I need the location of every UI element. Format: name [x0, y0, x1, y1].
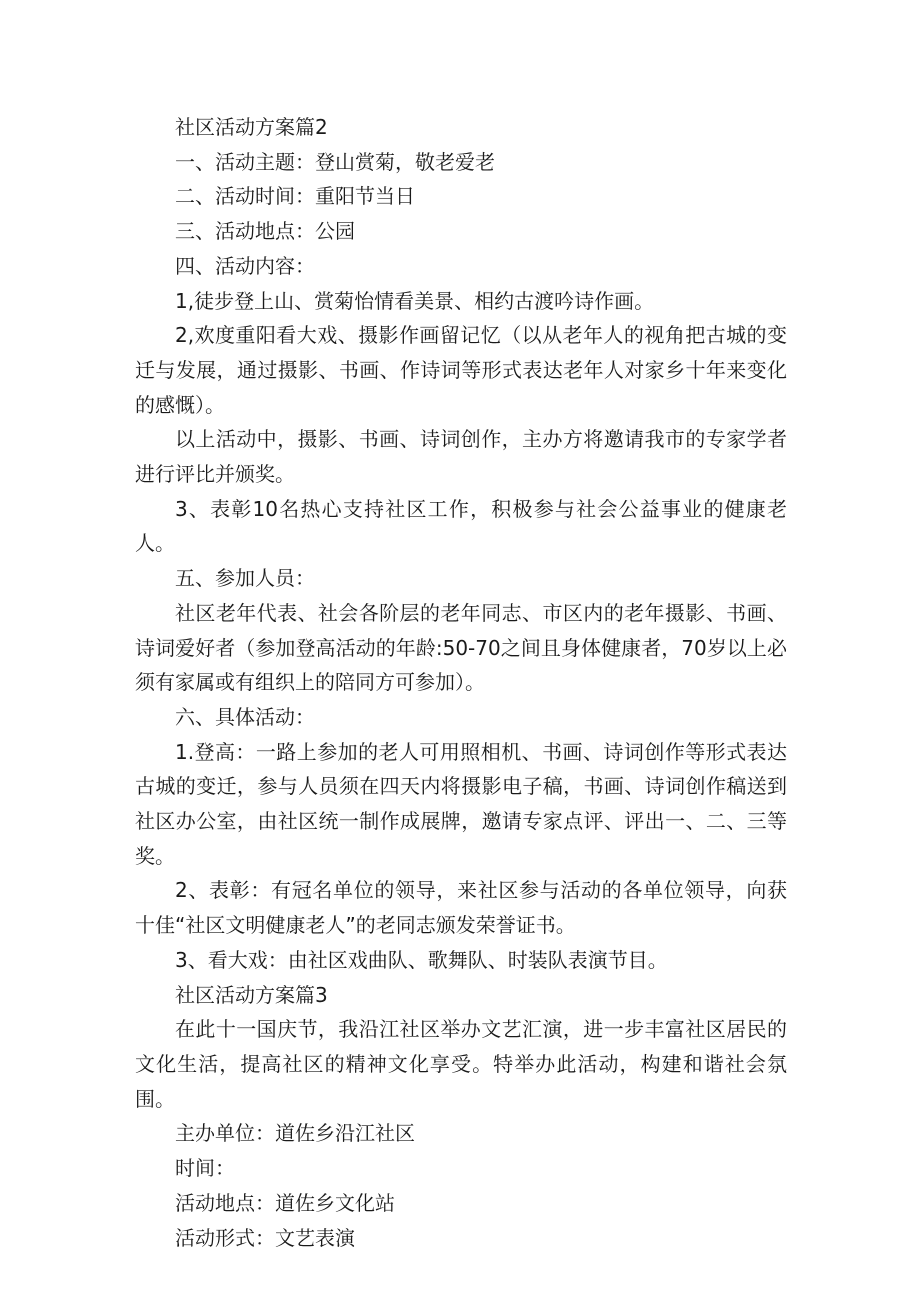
activity-content-heading: 四、活动内容： [175, 253, 315, 278]
participants-paragraph: 社区老年代表、社会各阶层的老年同志、市区内的老年摄影、书画、诗词爱好者（参加登高活动的年龄:50-70之间且身体健康者，70岁以上必须有家属或有组织上的陪同方可参加）。 [135, 600, 787, 695]
section-title-3: 社区活动方案篇3 [175, 982, 328, 1007]
document-body [135, 110, 787, 1255]
format-line: 活动形式：文艺表演 [175, 1225, 355, 1250]
content-item-3: 3、表彰10名热心支持社区工作，积极参与社会公益事业的健康老人。 [135, 496, 787, 556]
organizer-line: 主办单位：道佐乡沿江社区 [175, 1121, 415, 1146]
specific-activity-3: 3、看大戏：由社区戏曲队、歌舞队、时装队表演节目。 [175, 947, 668, 972]
activity-location: 三、活动地点：公园 [175, 219, 355, 244]
activity-theme: 一、活动主题：登山赏菊，敬老爱老 [175, 149, 495, 174]
participants-heading: 五、参加人员： [175, 566, 315, 591]
venue-line: 活动地点：道佐乡文化站 [175, 1190, 395, 1215]
content-item-1: 1,徒步登上山、赏菊怡情看美景、相约古渡吟诗作画。 [175, 288, 655, 313]
time-line: 时间： [175, 1156, 235, 1181]
specific-activities-heading: 六、具体活动： [175, 704, 315, 729]
evaluation-paragraph: 以上活动中，摄影、书画、诗词创作，主办方将邀请我市的专家学者进行评比并颁奖。 [135, 427, 787, 487]
specific-activity-2: 2、表彰：有冠名单位的领导，来社区参与活动的各单位领导，向获十佳“社区文明健康老人”的老同志颁发荣誉证书。 [135, 878, 787, 938]
content-item-2: 2,欢度重阳看大戏、摄影作画留记忆（以从老年人的视角把古城的变迁与发展，通过摄影、书画、作诗词等形式表达老年人对家乡十年来变化的感慨）。 [135, 323, 787, 417]
intro-paragraph: 在此十一国庆节，我沿江社区举办文艺汇演，进一步丰富社区居民的文化生活，提高社区的精神文化享受。特举办此活动，构建和谐社会氛围。 [135, 1017, 787, 1111]
activity-time: 二、活动时间：重阳节当日 [175, 184, 415, 209]
specific-activity-1: 1.登高：一路上参加的老人可用照相机、书画、诗词创作等形式表达古城的变迁，参与人员须在四天内将摄影电子稿，书画、诗词创作稿送到社区办公室，由社区统一制作成展牌，邀请专家点评、评出一、二、三等奖。 [135, 739, 787, 868]
section-title-2: 社区活动方案篇2 [175, 115, 328, 139]
